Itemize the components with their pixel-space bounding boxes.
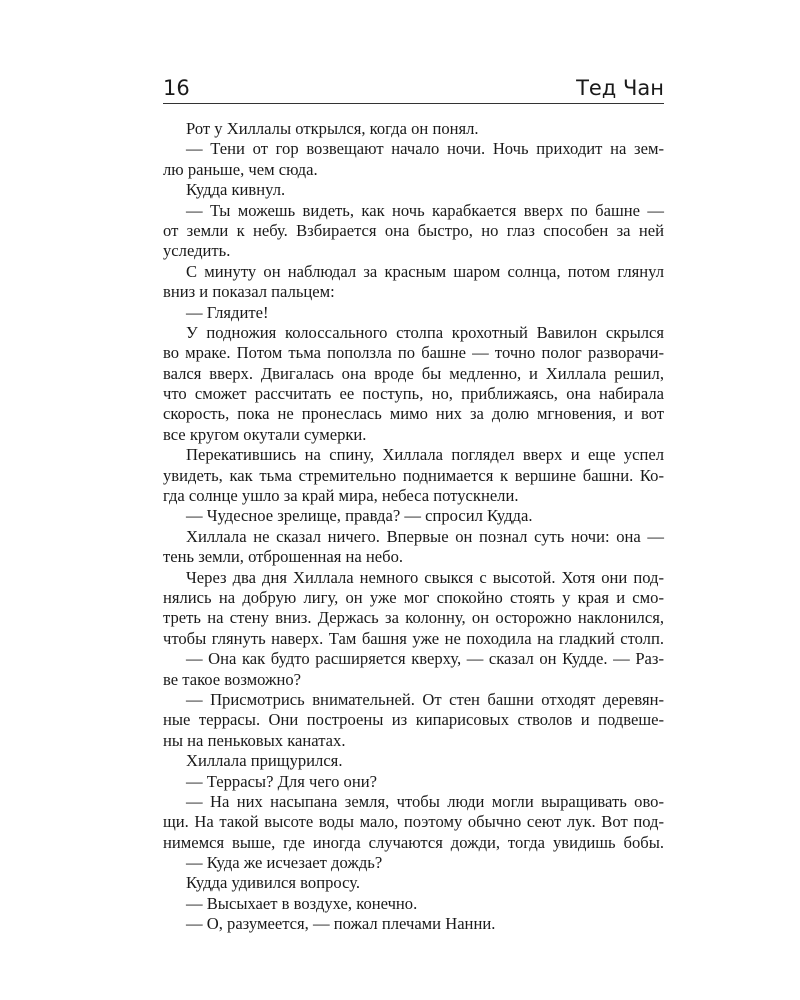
text-line: увидеть, как тьма стремительно поднимается к вершине башни. Ко- bbox=[163, 465, 664, 485]
text-line: все кругом окутали сумерки. bbox=[163, 424, 367, 444]
text-line: щи. На такой высоте воды мало, поэтому обычно сеют лук. Вот под- bbox=[163, 812, 664, 832]
text-line: скорость, пока не пронеслась мимо них за долю мгновения, и вот bbox=[163, 404, 664, 424]
text-line: во мраке. Потом тьма поползла по башне — точно полог разворачи- bbox=[163, 343, 664, 363]
text-line: Кудда удивился вопросу. bbox=[186, 873, 361, 893]
text-line: нимемся выше, где иногда случаются дожди, тогда увидишь бобы. bbox=[163, 832, 664, 852]
text-line: что сможет рассчитать ее поступь, но, приближаясь, она набирала bbox=[163, 384, 664, 404]
text-line: Перекатившись на спину, Хиллала поглядел вверх и еще успел bbox=[186, 445, 664, 465]
text-line: вался вверх. Двигалась она вроде бы медленно, и Хиллала решил, bbox=[163, 363, 664, 383]
text-line: вниз и показал пальцем: bbox=[163, 282, 335, 302]
text-line: — Чудесное зрелище, правда? — спросил Кудда. bbox=[186, 506, 533, 526]
text-line: — Куда же исчезает дождь? bbox=[186, 853, 383, 873]
running-header bbox=[163, 76, 664, 104]
text-line: лю раньше, чем сюда. bbox=[163, 159, 318, 179]
text-line: С минуту он наблюдал за красным шаром солнца, потом глянул bbox=[186, 261, 664, 281]
text-line: ве такое возможно? bbox=[163, 669, 302, 689]
text-line: треть на стену вниз. Держась за колонну, он осторожно наклонился, bbox=[163, 608, 664, 628]
text-line: Хиллала прищурился. bbox=[186, 751, 343, 771]
text-line: — Высыхает в воздухе, конечно. bbox=[186, 893, 418, 913]
text-line: — Глядите! bbox=[186, 302, 269, 322]
text-line: уследить. bbox=[163, 241, 231, 261]
text-line: — Ты можешь видеть, как ночь карабкается вверх по башне — bbox=[186, 200, 664, 220]
text-line: чтобы глянуть наверх. Там башня уже не походила на гладкий столп. bbox=[163, 628, 664, 648]
text-line: — О, разумеется, — пожал плечами Нанни. bbox=[186, 914, 496, 934]
text-line: ные террасы. Они построены из кипарисовых стволов и подвеше- bbox=[163, 710, 664, 730]
text-line: тень земли, отброшенная на небо. bbox=[163, 547, 404, 567]
text-line: — Присмотрись внимательней. От стен башни отходят деревян- bbox=[186, 689, 664, 709]
text-line: У подножия колоссального столпа крохотный Вавилон скрылся bbox=[186, 322, 664, 342]
text-line: — Тени от гор возвещают начало ночи. Ночь приходит на зем- bbox=[186, 139, 664, 159]
text-line: Хиллала не сказал ничего. Впервые он познал суть ночи: она — bbox=[186, 526, 664, 546]
text-line: от земли к небу. Взбирается она быстро, но глаз способен за ней bbox=[163, 220, 664, 240]
text-line: гда солнце ушло за край мира, небеса потускнели. bbox=[163, 486, 519, 506]
text-line: Через два дня Хиллала немного свыкся с высотой. Хотя они под- bbox=[186, 567, 664, 587]
text-line: Рот у Хиллалы открылся, когда он понял. bbox=[186, 119, 479, 138]
text-line: — Она как будто расширяется кверху, — сказал он Кудде. — Раз- bbox=[186, 649, 664, 669]
text-line: — Террасы? Для чего они? bbox=[186, 771, 377, 791]
text-line: ны на пеньковых канатах. bbox=[163, 730, 346, 750]
text-line: нялись на добрую лигу, он уже мог спокойно стоять у края и смо- bbox=[163, 587, 664, 607]
text-line: Кудда кивнул. bbox=[186, 180, 286, 200]
text-line: — На них насыпана земля, чтобы люди могли выращивать ово- bbox=[186, 791, 664, 811]
page-body-text bbox=[163, 119, 664, 935]
author-name: Тед Чан bbox=[576, 76, 664, 100]
page-number: 16 bbox=[163, 76, 190, 100]
